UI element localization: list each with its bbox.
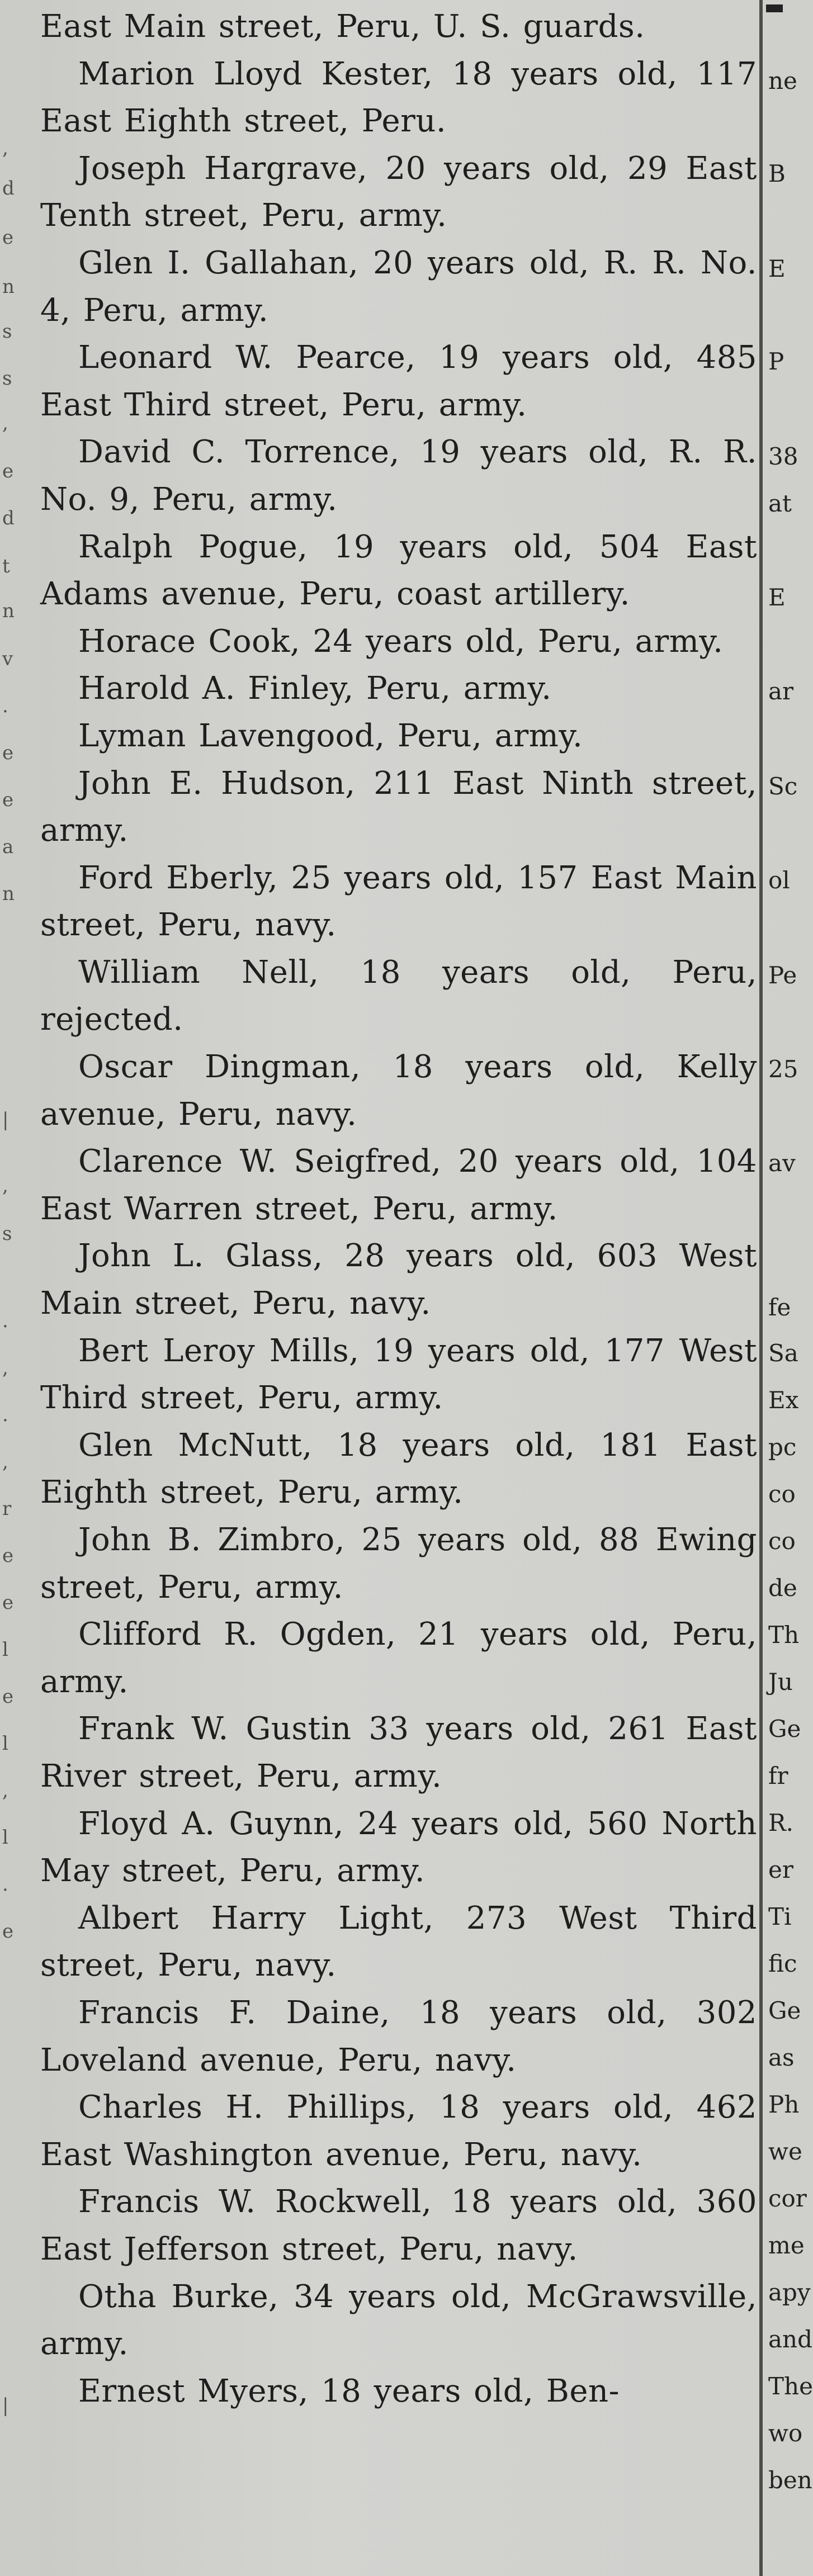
right-fragment: er xyxy=(768,1856,793,1883)
list-item: Otha Burke, 34 years old, McGrawsville, army. xyxy=(40,2278,757,2362)
list-item: East Main street, Peru, U. S. guards. xyxy=(40,8,645,45)
right-fragment: Ge xyxy=(768,1715,801,1742)
left-fragment: , xyxy=(2,1357,8,1379)
right-fragment: E xyxy=(768,584,786,611)
right-fragment: B xyxy=(768,160,786,187)
right-fragment: ne xyxy=(768,67,797,94)
right-fragment: and xyxy=(768,2326,812,2353)
left-fragment: | xyxy=(2,1109,9,1131)
left-fragment: e xyxy=(2,226,14,249)
right-fragment: Pe xyxy=(768,962,797,989)
list-item: Joseph Hargrave, 20 years old, 29 East Tenth street, Peru, army. xyxy=(40,150,757,234)
left-fragment: n xyxy=(2,276,15,298)
left-fragment: , xyxy=(2,412,8,434)
right-fragment: Ju xyxy=(768,1668,793,1696)
right-fragment: 38 xyxy=(768,443,798,470)
list-item: Clifford R. Ogden, 21 years old, Peru, army. xyxy=(40,1616,757,1700)
left-fragment: , xyxy=(2,1451,8,1473)
list-item: Albert Harry Light, 273 West Third street, Peru, navy. xyxy=(40,1900,757,1984)
list-item: John L. Glass, 28 years old, 603 West Main street, Peru, navy. xyxy=(40,1238,757,1322)
right-fragment: P xyxy=(768,348,784,375)
left-fragment: . xyxy=(2,695,8,717)
list-item: Charles H. Phillips, 18 years old, 462 East Washington avenue, Peru, navy. xyxy=(40,2089,757,2173)
left-fragment: . xyxy=(2,1310,8,1332)
left-fragment: s xyxy=(2,367,12,390)
left-fragment: e xyxy=(2,1592,14,1614)
list-item: Floyd A. Guynn, 24 years old, 560 North May street, Peru, army. xyxy=(40,1805,757,1890)
left-fragment: n xyxy=(2,883,15,905)
list-item: Clarence W. Seigfred, 20 years old, 104 East Warren street, Peru, army. xyxy=(40,1143,757,1227)
list-item: Horace Cook, 24 years old, Peru, army. xyxy=(78,623,724,660)
list-item: William Nell, 18 years old, Peru, rejected. xyxy=(40,954,757,1038)
list-item: Harold A. Finley, Peru, army. xyxy=(78,670,552,707)
right-fragment: Sa xyxy=(768,1339,798,1367)
left-fragment: a xyxy=(2,836,14,858)
list-item: David C. Torrence, 19 years old, R. R. No. 9, Peru, army. xyxy=(40,434,757,518)
right-fragment: Ph xyxy=(768,2091,800,2118)
right-fragment: co xyxy=(768,1527,796,1555)
right-fragment: fe xyxy=(768,1294,791,1321)
left-fragment: l xyxy=(2,1732,8,1755)
right-fragment: cor xyxy=(768,2185,807,2212)
left-fragment: e xyxy=(2,1685,14,1708)
list-item: Lyman Lavengood, Peru, army. xyxy=(78,717,583,754)
left-fragment: l xyxy=(2,1826,8,1849)
list-item: Frank W. Gustin 33 years old, 261 East River street, Peru, army. xyxy=(40,1711,757,1794)
list-item: Marion Lloyd Kester, 18 years old, 117 East Eighth street, Peru. xyxy=(40,55,757,140)
left-fragment: e xyxy=(2,460,14,482)
right-fragment: Sc xyxy=(768,773,798,800)
right-fragment: Ge xyxy=(768,1997,801,2024)
left-fragment: r xyxy=(2,1498,12,1520)
right-fragment: wo xyxy=(768,2419,803,2447)
right-fragment: as xyxy=(768,2044,795,2071)
list-item: Francis W. Rockwell, 18 years old, 360 East Jefferson street, Peru, navy. xyxy=(40,2184,757,2267)
left-fragment: , xyxy=(2,1175,8,1197)
left-fragment: | xyxy=(2,2394,9,2417)
list-item: Ralph Pogue, 19 years old, 504 East Adams avenue, Peru, coast artillery. xyxy=(40,528,757,613)
enlistment-list xyxy=(40,3,757,2415)
right-fragment: de xyxy=(768,1574,797,1602)
left-fragment: t xyxy=(2,555,10,577)
right-fragment: co xyxy=(768,1480,796,1508)
list-item: John E. Hudson, 211 East Ninth street, army. xyxy=(40,765,757,849)
right-fragment: E xyxy=(768,255,786,282)
left-fragment: v xyxy=(2,648,13,670)
left-fragment: . xyxy=(2,1873,8,1896)
left-fragment: , xyxy=(2,137,8,159)
left-fragment: d xyxy=(2,177,15,200)
right-fragment: fr xyxy=(768,1762,788,1789)
right-fragment: ol xyxy=(768,866,790,894)
list-item: John B. Zimbro, 25 years old, 88 Ewing street, Peru, army. xyxy=(40,1522,757,1606)
left-fragment: s xyxy=(2,1223,12,1245)
right-column-fragment xyxy=(765,0,813,2576)
right-fragment: av xyxy=(768,1149,796,1177)
right-fragment: Ti xyxy=(768,1903,792,1930)
left-fragment: d xyxy=(2,507,15,529)
list-item: Ernest Myers, 18 years old, Ben- xyxy=(78,2373,620,2409)
left-fragment: n xyxy=(2,600,15,622)
left-fragment: e xyxy=(2,1920,14,1943)
right-fragment: we xyxy=(768,2138,802,2165)
right-fragment: Ex xyxy=(768,1386,799,1414)
right-fragment: me xyxy=(768,2232,805,2259)
left-fragment: l xyxy=(2,1639,8,1661)
left-fragment: e xyxy=(2,789,14,811)
list-item: Ford Eberly, 25 years old, 157 East Main street, Peru, navy. xyxy=(40,859,757,944)
left-fragment: e xyxy=(2,742,14,764)
list-item: Bert Leroy Mills, 19 years old, 177 West Third street, Peru, army. xyxy=(40,1332,757,1417)
left-fragment: e xyxy=(2,1545,14,1567)
left-fragment: s xyxy=(2,320,12,343)
right-fragment: fic xyxy=(768,1950,797,1977)
list-item: Francis F. Daine, 18 years old, 302 Loveland avenue, Peru, navy. xyxy=(40,1994,757,2078)
right-fragment: 25 xyxy=(768,1055,798,1083)
right-fragment: ar xyxy=(768,678,794,705)
right-fragment: R. xyxy=(768,1809,793,1836)
left-fragment: . xyxy=(2,1404,8,1426)
right-fragment: The xyxy=(768,2373,813,2400)
right-fragment: at xyxy=(768,490,792,517)
list-item: Glen McNutt, 18 years old, 181 East Eighth street, Peru, army. xyxy=(40,1427,757,1511)
list-item: Leonard W. Pearce, 19 years old, 485 East Third street, Peru, army. xyxy=(40,339,757,423)
list-item: Glen I. Gallahan, 20 years old, R. R. No. 4, Peru, army. xyxy=(40,244,757,329)
left-fragment: , xyxy=(2,1779,8,1802)
right-fragment: Th xyxy=(768,1621,800,1649)
right-fragment: apy xyxy=(768,2279,811,2306)
list-item: Oscar Dingman, 18 years old, Kelly avenue, Peru, navy. xyxy=(40,1049,757,1133)
enlistment-list-column xyxy=(40,0,757,2576)
left-column-fragment xyxy=(0,0,39,2576)
column-rule xyxy=(759,0,763,2576)
right-fragment: pc xyxy=(768,1433,797,1461)
right-fragment: ben xyxy=(768,2466,812,2494)
